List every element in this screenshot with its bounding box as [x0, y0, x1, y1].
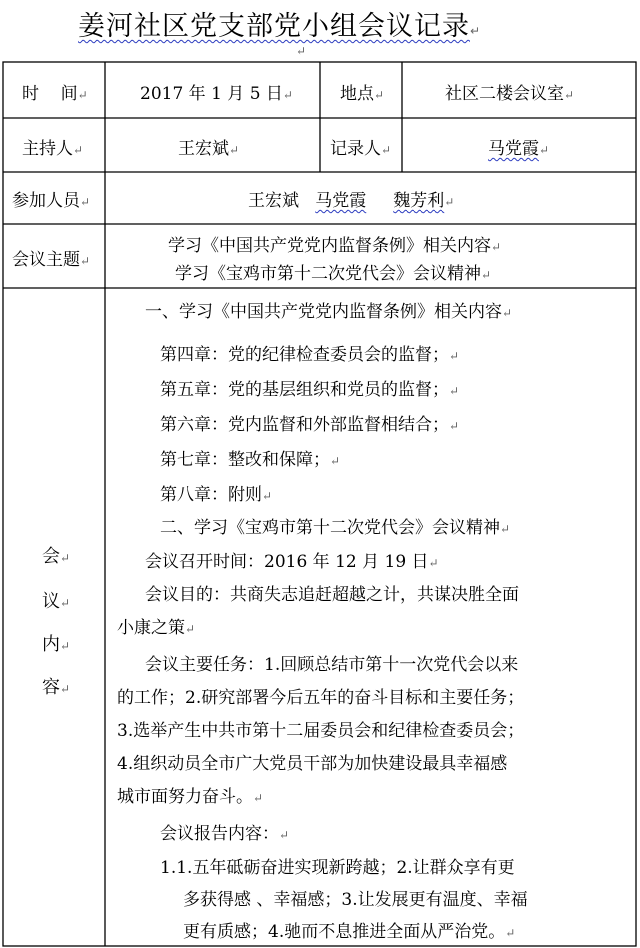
chapter-item: 第六章：党内监督和外部监督相结合；↵ — [160, 415, 460, 435]
attendees-list: 王宏斌 马党霞 魏芳利↵ — [248, 191, 455, 211]
section-2-heading: 二、学习《宝鸡市第十二次党代会》会议精神↵ — [160, 518, 511, 538]
recorder-value: 马党霞↵ — [488, 139, 550, 159]
content-label-char: 内↵ — [42, 634, 71, 655]
content-label-char: 议↵ — [42, 591, 71, 612]
page-title: 姜河社区党支部党小组会议记录↵ — [78, 11, 482, 42]
meeting-tasks-cont: 4.组织动员全市广大党员干部为加快建设最具幸福感 — [117, 754, 508, 774]
chapter-item: 第八章：附则↵ — [160, 485, 273, 505]
host-label: 主持人↵ — [22, 139, 84, 159]
content-label-char: 会↵ — [42, 546, 71, 567]
meeting-time: 会议召开时间：2016 年 12 月 19 日↵ — [145, 552, 439, 572]
topic-line-2: 学习《宝鸡市第十二次党代会》会议精神↵ — [175, 264, 492, 284]
host-value: 王宏斌↵ — [178, 139, 240, 159]
topic-label: 会议主题↵ — [12, 250, 91, 270]
meeting-purpose-cont: 小康之策↵ — [117, 618, 196, 638]
chapter-item: 第七章：整改和保障；↵ — [160, 450, 341, 470]
report-heading: 会议报告内容：↵ — [160, 824, 290, 844]
section-1-heading: 一、学习《中国共产党党内监督条例》相关内容↵ — [145, 302, 513, 322]
content-label-char: 容↵ — [42, 677, 71, 698]
report-line: 多获得感 、幸福感；3.让发展更有温度、幸福 — [183, 890, 528, 910]
attendees-label: 参加人员↵ — [12, 191, 91, 211]
chapter-item: 第五章：党的基层组织和党员的监督；↵ — [160, 380, 460, 400]
meeting-purpose: 会议目的：共商失志追赶超越之计，共谋决胜全面 — [145, 585, 519, 605]
report-line: 1.1.五年砥砺奋进实现新跨越；2.让群众享有更 — [160, 858, 515, 878]
place-value: 社区二楼会议室↵ — [445, 84, 575, 104]
paragraph-mark: ↵ — [296, 44, 307, 58]
meeting-tasks-cont: 的工作；2.研究部署今后五年的奋斗目标和主要任务； — [117, 688, 525, 708]
report-line: 更有质感；4.驰而不息推进全面从严治党。↵ — [183, 922, 516, 942]
chapter-item: 第四章：党的纪律检查委员会的监督；↵ — [160, 345, 460, 365]
place-label: 地点↵ — [340, 84, 385, 104]
topic-line-1: 学习《中国共产党党内监督条例》相关内容↵ — [168, 236, 502, 256]
meeting-tasks-cont: 3.选举产生中共市第十二届委员会和纪律检查委员会； — [117, 721, 525, 741]
time-label: 时 间↵ — [22, 84, 88, 104]
meeting-tasks-cont: 城市面努力奋斗。↵ — [117, 787, 264, 807]
recorder-label: 记录人↵ — [330, 139, 392, 159]
time-value: 2017 年 1 月 5 日↵ — [140, 84, 293, 104]
meeting-tasks: 会议主要任务：1.回顾总结市第十一次党代会以来 — [145, 655, 519, 675]
